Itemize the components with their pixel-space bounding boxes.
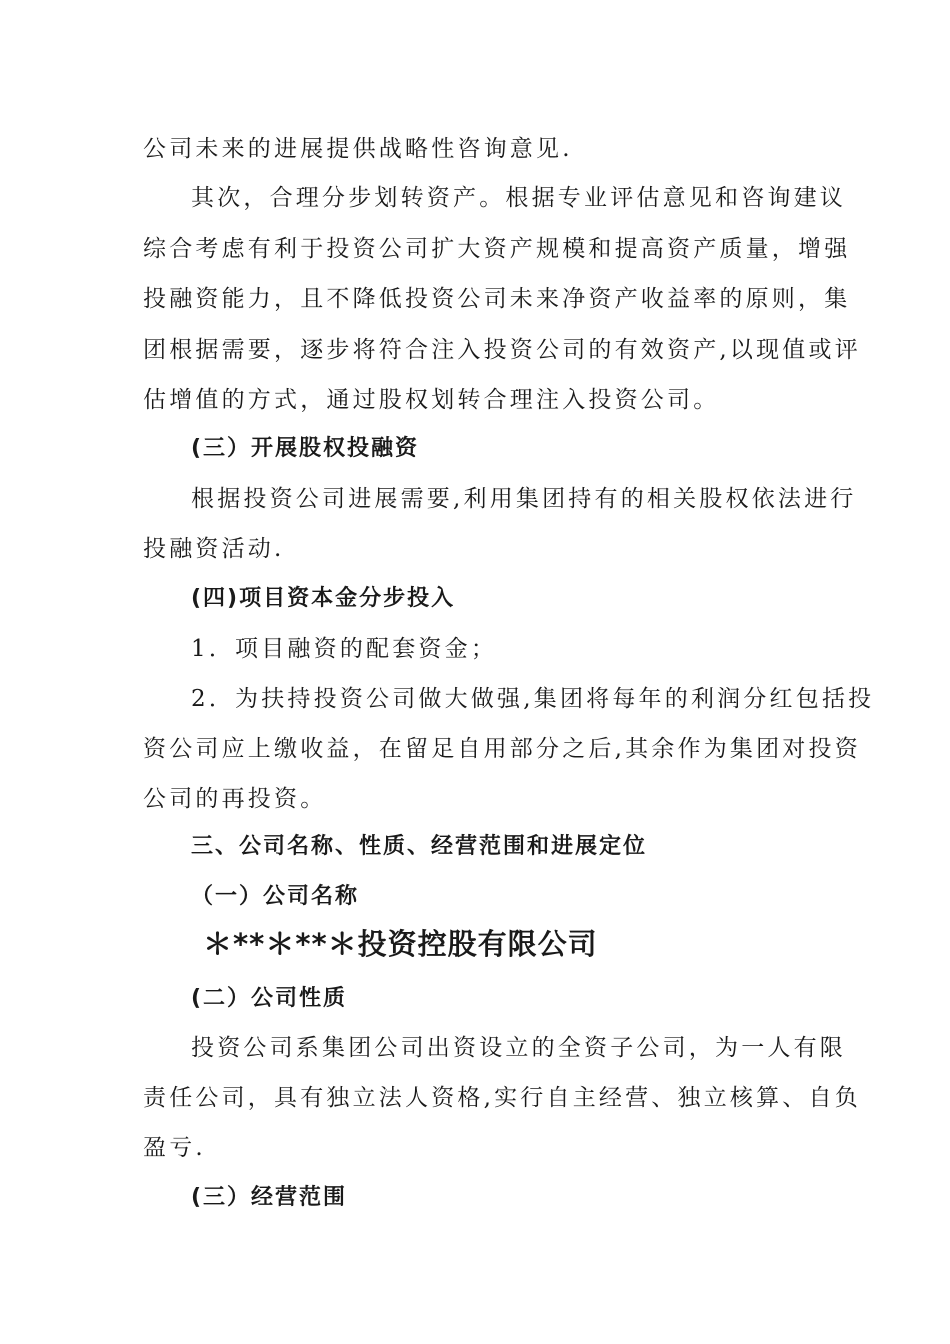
section-heading: (三）开展股权投融资 — [191, 436, 420, 461]
paragraph-line: 盈亏. — [143, 1135, 206, 1161]
paragraph-line: 投资公司系集团公司出资设立的全资子公司，为一人有限 — [191, 1035, 846, 1061]
section-heading: (三）经营范围 — [191, 1185, 348, 1210]
list-item: 1．项目融资的配套资金； — [191, 636, 498, 662]
paragraph-line: 责任公司，具有独立法人资格,实行自主经营、独立核算、自负 — [143, 1085, 861, 1111]
paragraph-line: 其次，合理分步划转资产。根据专业评估意见和咨询建议 — [191, 185, 846, 211]
paragraph-line: 根据投资公司进展需要,利用集团持有的相关股权依法进行 — [191, 486, 857, 512]
paragraph-line: 投融资活动. — [143, 536, 285, 562]
paragraph-line: 投融资能力，且不降低投资公司未来净资产收益率的原则，集 — [143, 286, 851, 312]
company-name: ＊**＊**＊投资控股有限公司 — [203, 927, 598, 961]
paragraph-line: 公司的再投资。 — [143, 786, 327, 812]
paragraph-line: 综合考虑有利于投资公司扩大资产规模和提高资产质量，增强 — [143, 236, 851, 262]
paragraph-line: 团根据需要，逐步将符合注入投资公司的有效资产,以现值或评 — [143, 337, 861, 363]
list-item: 2．为扶持投资公司做大做强,集团将每年的利润分红包括投 — [191, 686, 875, 712]
chapter-heading: 三、公司名称、性质、经营范围和进展定位 — [191, 834, 648, 859]
paragraph-line: 估增值的方式，通过股权划转合理注入投资公司。 — [143, 387, 720, 413]
paragraph-line: 资公司应上缴收益，在留足自用部分之后,其余作为集团对投资 — [143, 736, 861, 762]
section-heading: (四)项目资本金分步投入 — [191, 586, 456, 611]
section-heading: (二）公司性质 — [191, 986, 348, 1011]
section-heading: （一）公司名称 — [191, 884, 360, 909]
paragraph-line: 公司未来的进展提供战略性咨询意见. — [143, 136, 573, 162]
